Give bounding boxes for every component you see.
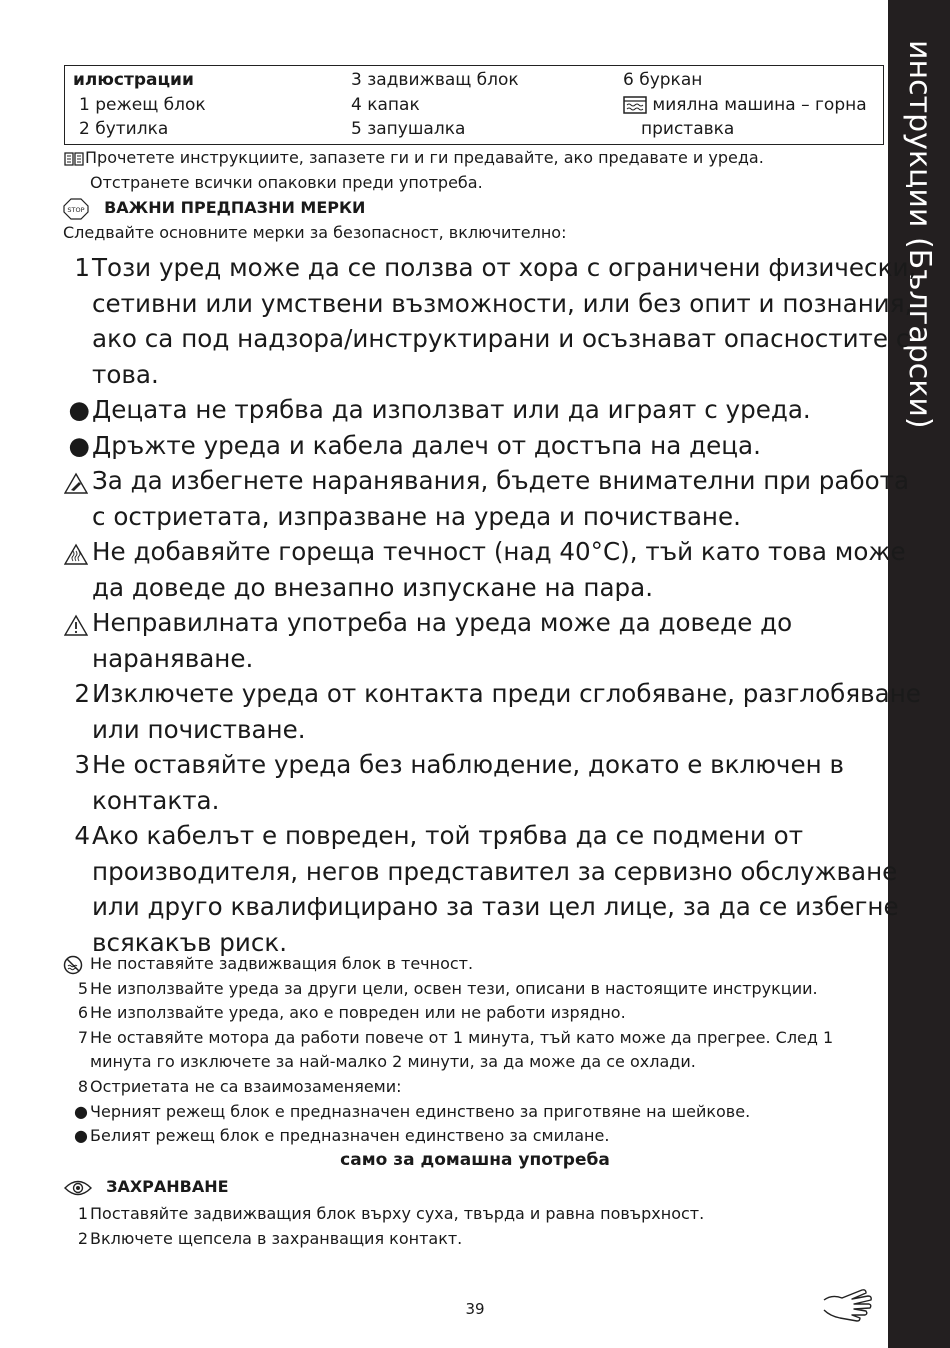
small-list-item (63, 1227, 462, 1251)
safety-list-text: Не добавяйте гореща течност (над 40°C), тъй като това може (92, 537, 906, 566)
item-number: 1 (77, 1204, 88, 1223)
safety-list-text: с остриетата, изпразване на уреда и почистване. (92, 501, 741, 531)
small-list-item (63, 1026, 833, 1050)
intro-line-2: Отстранете всички опаковки преди употреба. (90, 173, 483, 192)
small-list-text: Черният режещ блок е предназначен единствено за приготвяне на шейкове. (90, 1101, 751, 1121)
hot-warning-icon (64, 543, 88, 565)
safety-list-line (62, 463, 910, 499)
small-list-text: Поставяйте задвижващия блок върху суха, твърда и равна повърхност. (90, 1204, 705, 1223)
safety-list-text: Децата не трябва да използват или да играят с уреда. (92, 395, 811, 424)
safety-list-text: Не оставяйте уреда без наблюдение, докато е включен в (92, 750, 844, 779)
small-list-item (63, 1050, 696, 1074)
language-sidebar (888, 0, 950, 1348)
legend-item: миялна машина – горна (623, 93, 867, 118)
power-heading-row (63, 1175, 229, 1199)
blade-warning-icon (64, 472, 88, 494)
illustrations-column-3 (623, 68, 867, 142)
item-number: 8 (77, 1077, 88, 1096)
small-list-text: минута го изключете за най-малко 2 минути, за да може да се охлади. (90, 1052, 696, 1072)
next-page-hand-icon (822, 1280, 876, 1324)
safety-list-line (62, 357, 888, 393)
small-list-item (63, 952, 473, 976)
item-number: 1 (74, 253, 90, 282)
safety-list-text: да доведе до внезапно изпускане на пара. (92, 572, 654, 602)
small-list-item (63, 977, 818, 1001)
legend-item: 4 капак (351, 94, 420, 115)
safety-list-line (62, 641, 888, 677)
small-list-text: Не поставяйте задвижващия блок в течност. (90, 954, 474, 973)
safety-list-text: нараняване. (92, 643, 254, 673)
safety-list-text: сетивни или умствени възможности, или без опит и познания, (92, 288, 913, 318)
sidebar-title: инструкции (Български) (902, 40, 937, 429)
safety-list-text: Изключете уреда от контакта преди сглобяване, разглобяване (92, 679, 921, 708)
svg-text:STOP: STOP (67, 205, 85, 214)
safety-list-line (62, 747, 888, 783)
page-number: 39 (465, 1300, 485, 1318)
item-number: 5 (77, 978, 88, 998)
item-number: 3 (74, 750, 90, 779)
home-use-note: само за домашна употреба (340, 1150, 610, 1170)
bullet: ● (68, 395, 90, 424)
small-list-text: Не използвайте уреда, ако е повреден или не работи изрядно. (90, 1003, 626, 1023)
safety-list-line (62, 676, 921, 712)
safety-list-text: или почистване. (92, 714, 306, 744)
warning-icon (64, 614, 88, 636)
eye-icon (63, 1179, 93, 1197)
small-list-item (63, 1124, 609, 1148)
illustrations-heading: илюстрации (73, 70, 194, 90)
safety-list-text: ако са под надзора/инструктирани и осъзнават опасностите с (92, 324, 910, 353)
illustrations-legend (64, 65, 884, 145)
small-list-text: Не използвайте уреда за други цели, освен тези, описани в настоящите инструкции. (90, 978, 818, 998)
item-number: 6 (77, 1003, 88, 1023)
illustrations-column-2 (351, 68, 519, 142)
safety-list-line (62, 712, 888, 748)
dishwasher-icon (623, 96, 647, 114)
safety-heading-row (63, 196, 365, 220)
bullet: ● (68, 430, 90, 460)
safety-subheading: Следвайте основните мерки за безопасност, включително: (63, 223, 567, 242)
safety-list-text: това. (92, 359, 159, 389)
safety-list-line (62, 392, 888, 428)
small-list-text: Белият режещ блок е предназначен единствено за смилане. (90, 1126, 610, 1146)
safety-list-text: контакта. (92, 785, 220, 815)
safety-list-text: За да избегнете наранявания, бъдете внимателни при работа (92, 466, 910, 495)
bullet: ● (74, 1101, 88, 1121)
safety-list-line (62, 818, 888, 854)
small-list-text: Не оставяйте мотора да работи повече от 1 минута, тъй като може да прегрее. След 1 (90, 1027, 834, 1047)
small-list-item (63, 1202, 704, 1226)
book-icon (63, 151, 85, 167)
small-list-item (63, 1001, 626, 1025)
safety-list-line (62, 605, 888, 641)
safety-list-line (62, 854, 898, 890)
safety-list-line (62, 286, 913, 322)
item-number: 7 (77, 1027, 88, 1047)
safety-list-text: Този уред може да се ползва от хора с ограничени физически, (92, 253, 917, 282)
safety-list-line (62, 321, 910, 357)
safety-list (62, 250, 921, 960)
legend-item: 1 режещ блок (79, 94, 206, 115)
intro-line-1: Прочетете инструкциите, запазете ги и ги предавайте, ако предавате и уреда. (63, 146, 764, 170)
safety-list-line (62, 570, 888, 606)
safety-list-text: производителя, негов представител за сервизно обслужване (92, 856, 898, 886)
safety-list-line (62, 499, 888, 535)
legend-item: приставка (641, 119, 735, 139)
legend-item: 2 бутилка (79, 119, 169, 139)
small-list-item (63, 1100, 750, 1124)
safety-list-line (62, 783, 888, 819)
safety-heading: ВАЖНИ ПРЕДПАЗНИ МЕРКИ (104, 198, 366, 217)
small-list-text: Включете щепсела в захранващия контакт. (90, 1228, 463, 1248)
safety-list-text: всякакъв риск. (92, 927, 288, 957)
small-list-text: Остриетата не са взаимозаменяеми: (90, 1077, 402, 1096)
item-number: 4 (74, 821, 90, 850)
safety-list-line (62, 250, 917, 286)
stop-icon (63, 198, 89, 220)
safety-list-line (62, 889, 899, 925)
legend-item: 6 буркан (623, 70, 703, 90)
small-list-item (63, 1075, 402, 1099)
safety-list-line (62, 428, 888, 464)
legend-item: 5 запушалка (351, 119, 466, 139)
item-number: 2 (77, 1228, 88, 1248)
safety-list-text: Дръжте уреда и кабела далеч от достъпа на деца. (92, 430, 761, 460)
legend-item: 3 задвижващ блок (351, 70, 519, 90)
safety-list-text: Ако кабелът е повреден, той трябва да се подмени от (92, 821, 804, 850)
safety-list-line (62, 534, 906, 570)
illustrations-column-1 (73, 68, 206, 142)
safety-list-text: или друго квалифицирано за тази цел лице, за да се избегне (92, 892, 899, 921)
bullet: ● (74, 1126, 88, 1146)
no-water-icon (63, 955, 83, 975)
safety-list-text: Неправилната употреба на уреда може да доведе до (92, 608, 793, 637)
item-number: 2 (74, 679, 90, 708)
power-heading: ЗАХРАНВАНЕ (106, 1177, 229, 1196)
